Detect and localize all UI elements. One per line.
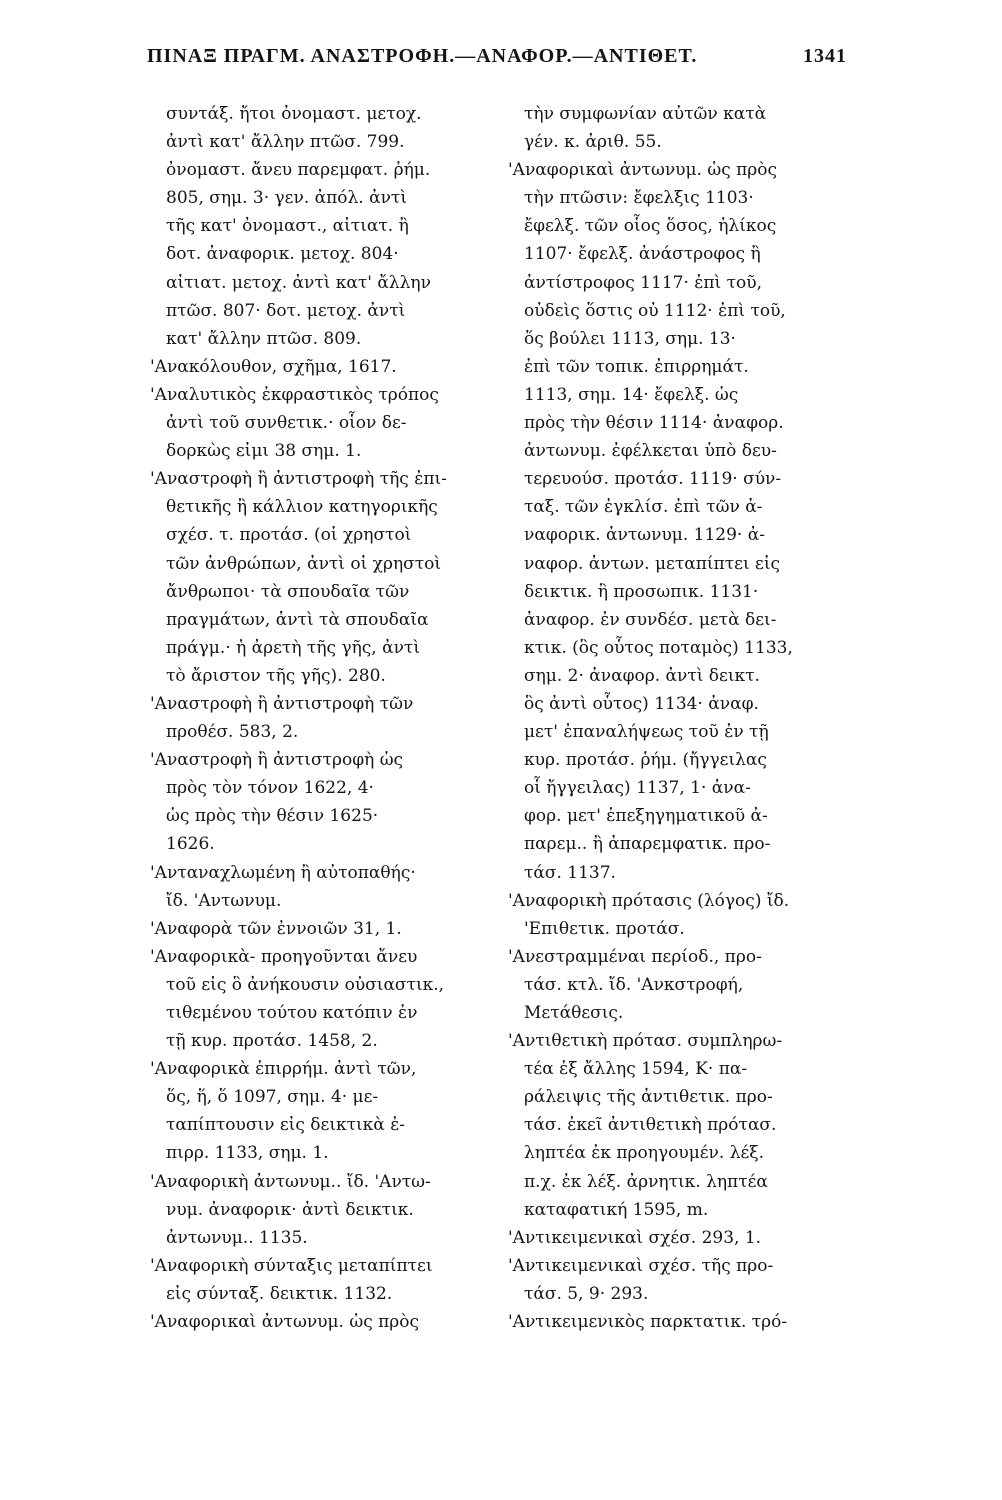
left-column-line: τῶν ἀνθρώπων, ἀντὶ οἱ χρηστοὶ	[166, 553, 442, 574]
right-column-line: 'Αντικειμενικὸς παρκτατικ. τρό-	[508, 1312, 788, 1333]
left-column-line: ἄνθρωποι· τὰ σπουδαῖα τῶν	[166, 581, 410, 602]
left-column-line: αἰτιατ. μετοχ. ἀντὶ κατ' ἄλλην	[166, 272, 431, 293]
right-column-line: 'Αναφορικὴ πρότασις (λόγος) ἴδ.	[508, 890, 790, 911]
left-column-line: δοτ. ἀναφορικ. μετοχ. 804·	[166, 244, 399, 265]
right-column-line: ράλειψις τῆς ἀντιθετικ. προ-	[524, 1087, 773, 1108]
left-column-line: 805, σημ. 3· γεν. ἀπόλ. ἀντὶ	[166, 188, 407, 209]
left-column-line: ὅς, ἥ, ὅ 1097, σημ. 4· με-	[166, 1087, 379, 1108]
left-column-line: 'Αναφορικὴ ἀντωνυμ.. ἴδ. 'Αντω-	[150, 1171, 431, 1192]
right-column-line: τέα ἐξ ἄλλης 1594, Κ· πα-	[524, 1059, 748, 1080]
right-column-line: τάσ. 5, 9· 293.	[524, 1283, 649, 1304]
left-column-line: 'Αναστροφὴ ἢ ἀντιστροφὴ τῆς ἐπι-	[150, 469, 447, 490]
right-column-line: τὴν συμφωνίαν αὐτῶν κατὰ	[524, 104, 767, 124]
right-column-line: 'Ανεστραμμέναι περίοδ., προ-	[508, 946, 762, 967]
right-column-line: καταφατική 1595, m.	[524, 1199, 709, 1220]
left-column-line: πραγμάτων, ἀντὶ τὰ σπουδαῖα	[166, 609, 429, 630]
right-column-line: ἀναφορ. ἐν συνδέσ. μετὰ δει-	[524, 609, 777, 630]
left-column-line: 'Ανακόλουθον, σχῆμα, 1617.	[150, 356, 397, 377]
right-column-line: ταξ. τῶν ἐγκλίσ. ἐπὶ τῶν ἀ-	[524, 497, 763, 518]
left-column-line: ἀντὶ κατ' ἄλλην πτῶσ. 799.	[166, 132, 405, 153]
left-column-line: πρὸς τὸν τόνον 1622, 4·	[166, 778, 374, 799]
left-column-line: ἀντωνυμ.. 1135.	[166, 1227, 308, 1248]
right-column-line: 1107· ἔφελξ. ἀνάστροφος ἢ	[524, 244, 761, 265]
left-column-line: κατ' ἄλλην πτῶσ. 809.	[166, 328, 362, 349]
right-column	[508, 100, 853, 1336]
left-column-line: δορκὼς εἰμι 38 σημ. 1.	[166, 441, 362, 462]
right-column-line: ληπτέα ἐκ προηγουμέν. λέξ.	[524, 1143, 765, 1164]
left-column-line: 1626.	[166, 834, 215, 855]
left-column-line: 'Αναφορικὴ σύνταξις μεταπίπτει	[150, 1255, 433, 1276]
right-column-line: τὴν πτῶσιν: ἔφελξις 1103·	[524, 188, 754, 209]
right-column-line: δεικτικ. ἢ προσωπικ. 1131·	[524, 581, 759, 602]
right-column-line: π.χ. ἐκ λέξ. ἀρνητικ. ληπτέα	[524, 1171, 768, 1192]
right-column-line: Μετάθεσις.	[524, 1003, 624, 1023]
right-column-line: 1113, σημ. 14· ἔφελξ. ὡς	[524, 384, 739, 405]
right-column-line: 'Αντικειμενικαὶ σχέσ. 293, 1.	[508, 1227, 762, 1248]
left-column-line: ταπίπτουσιν εἰς δεικτικὰ ἐ-	[166, 1115, 406, 1136]
right-column-line: 'Αντιθετικὴ πρότασ. συμπληρω-	[508, 1031, 783, 1052]
left-column-line: 'Αναφορικαὶ ἀντωνυμ. ὡς πρὸς	[150, 1312, 420, 1333]
left-column	[150, 100, 495, 1336]
right-column-line: 'Αναφορικαὶ ἀντωνυμ. ὡς πρὸς	[508, 160, 778, 181]
right-column-line: ὅς βούλει 1113, σημ. 13·	[524, 328, 736, 349]
left-column-line: θετικῆς ἢ κάλλιον κατηγορικῆς	[166, 497, 438, 518]
left-column-line: τοῦ εἰς ὃ ἀνήκουσιν οὐσιαστικ.,	[166, 974, 445, 995]
left-column-line: ὀνομαστ. ἄνευ παρεμφατ. ῥήμ.	[166, 160, 431, 181]
right-column-line: ἐπὶ τῶν τοπικ. ἐπιρρημάτ.	[524, 356, 749, 377]
right-column-line: 'Αντικειμενικαὶ σχέσ. τῆς προ-	[508, 1255, 774, 1276]
right-column-line: ἀντωνυμ. ἐφέλκεται ὑπὸ δευ-	[524, 441, 777, 462]
right-column-line: σημ. 2· ἀναφορ. ἀντὶ δεικτ.	[524, 665, 760, 686]
right-column-line: τάσ. 1137.	[524, 862, 616, 883]
left-column-line: 'Αναφορὰ τῶν ἐννοιῶν 31, 1.	[150, 918, 402, 939]
left-column-line: πτῶσ. 807· δοτ. μετοχ. ἀντὶ	[166, 300, 406, 321]
left-column-line: ἀντὶ τοῦ συνθετικ.· οἷον δε-	[166, 413, 407, 434]
right-column-line: τάσ. κτλ. ἴδ. 'Ανκστροφή,	[524, 974, 744, 995]
left-column-line: προθέσ. 583, 2.	[166, 722, 299, 743]
page-number: 1341	[803, 45, 847, 67]
left-column-line: 'Αναστροφὴ ἢ ἀντιστροφὴ τῶν	[150, 693, 414, 714]
right-column-line: κυρ. προτάσ. ῥήμ. (ἤγγειλας	[524, 750, 767, 771]
left-column-line: τὸ ἄριστον τῆς γῆς). 280.	[166, 665, 386, 686]
page-header	[147, 45, 847, 85]
left-column-line: 'Αναλυτικὸς ἐκφραστικὸς τρόπος	[150, 384, 439, 405]
right-column-line: ναφορ. ἀντων. μεταπίπτει εἰς	[524, 553, 781, 574]
left-column-line: πιρρ. 1133, σημ. 1.	[166, 1143, 329, 1164]
left-column-line: τῇ κυρ. προτάσ. 1458, 2.	[166, 1031, 378, 1052]
left-column-line: 'Αναφορικὰ ἐπιρρήμ. ἀντὶ τῶν,	[150, 1059, 417, 1080]
left-column-line: 'Ανταναχλωμένη ἢ αὐτοπαθής·	[150, 862, 416, 883]
right-column-line: πρὸς τὴν θέσιν 1114· ἀναφορ.	[524, 413, 784, 434]
left-column-line: 'Αναφορικὰ- προηγοῦνται ἄνευ	[150, 946, 418, 967]
right-column-line: ἀντίστροφος 1117· ἐπὶ τοῦ,	[524, 272, 762, 293]
left-column-line: πράγμ.· ἡ ἀρετὴ τῆς γῆς, ἀντὶ	[166, 637, 421, 658]
right-column-line: ἔφελξ. τῶν οἷος ὅσος, ἡλίκος	[524, 216, 777, 237]
right-column-line: ὃς ἀντὶ οὗτος) 1134· ἀναφ.	[524, 693, 759, 714]
right-column-line: παρεμ.. ἢ ἀπαρεμφατικ. προ-	[524, 834, 771, 855]
left-column-line: σχέσ. τ. προτάσ. (οἱ χρηστοὶ	[166, 525, 412, 546]
right-column-line: ναφορικ. ἀντωνυμ. 1129· ἀ-	[524, 525, 765, 546]
right-column-line: τερευούσ. προτάσ. 1119· σύν-	[524, 469, 782, 490]
right-column-line: κτικ. (ὃς οὗτος ποταμὸς) 1133,	[524, 637, 793, 658]
left-column-line: νυμ. ἀναφορικ· ἀντὶ δεικτικ.	[166, 1199, 414, 1220]
left-column-line: εἰς σύνταξ. δεικτικ. 1132.	[166, 1283, 393, 1304]
right-column-line: γέν. κ. ἀριθ. 55.	[524, 132, 662, 153]
left-column-line: ὡς πρὸς τὴν θέσιν 1625·	[166, 806, 379, 827]
left-column-line: 'Αναστροφὴ ἢ ἀντιστροφὴ ὡς	[150, 750, 404, 771]
right-column-line: φορ. μετ' ἐπεξηγηματικοῦ ἀ-	[524, 806, 768, 827]
right-column-line: 'Επιθετικ. προτάσ.	[524, 918, 685, 939]
right-column-line: τάσ. ἐκεῖ ἀντιθετικὴ πρότασ.	[524, 1115, 777, 1136]
running-title: ΠΙΝΑΞ ΠΡΑΓΜ. ΑΝΑΣΤΡΟΦΗ.—ΑΝΑΦΟΡ.—ΑΝΤΙΘΕΤ.	[147, 45, 698, 67]
left-column-line: ἴδ. 'Αντωνυμ.	[166, 890, 282, 911]
right-column-line: οἷ ἤγγειλας) 1137, 1· ἀνα-	[524, 778, 751, 799]
left-column-line: τιθεμένου τούτου κατόπιν ἐν	[166, 1003, 418, 1023]
left-column-line: τῆς κατ' ὀνομαστ., αἰτιατ. ἢ	[166, 216, 409, 237]
right-column-line: μετ' ἐπαναλήψεως τοῦ ἐν τῇ	[524, 722, 769, 743]
left-column-line: συντάξ. ἤτοι ὀνομαστ. μετοχ.	[166, 104, 422, 124]
right-column-line: οὐδεὶς ὅστις οὐ 1112· ἐπὶ τοῦ,	[524, 300, 786, 321]
